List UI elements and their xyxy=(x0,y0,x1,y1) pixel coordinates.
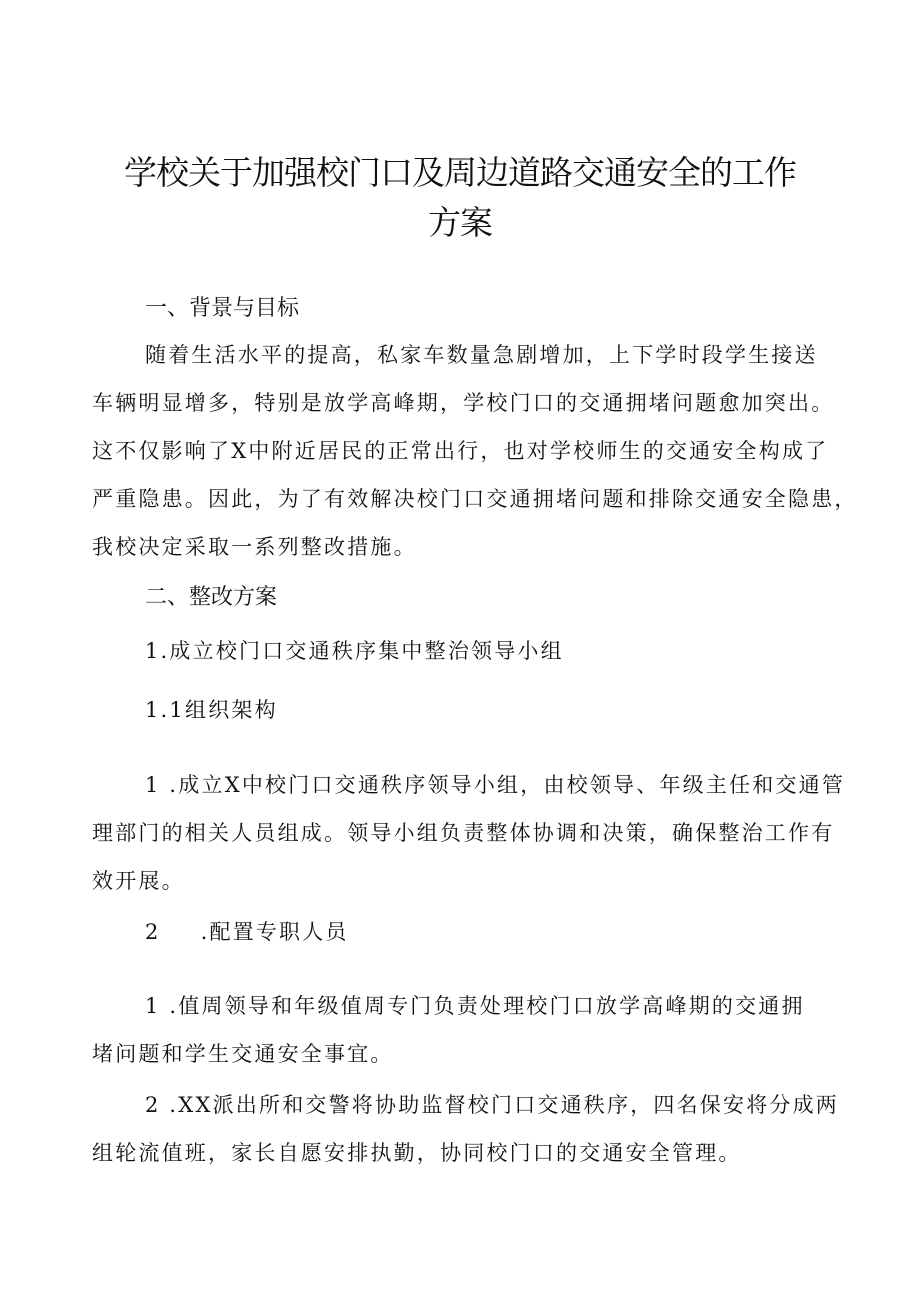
paragraph-line: 严重隐患。因此，为了有效解决校门口交通拥堵问题和排除交通安全隐患， xyxy=(92,487,858,511)
item-1-heading xyxy=(145,627,564,675)
paragraph-line: 理部门的相关人员组成。领导小组负责整体协调和决策，确保整治工作有 xyxy=(92,821,835,845)
item-2-text: .配置专职人员 xyxy=(200,920,349,944)
paragraph-line: 这不仅影响了X中附近居民的正常出行，也对学校师生的交通安全构成了 xyxy=(92,439,829,463)
staffing-paragraph-2 xyxy=(92,1081,839,1177)
paragraph-line: 组轮流值班，家长自愿安排执勤，协同校门口的交通安全管理。 xyxy=(92,1141,742,1165)
staffing-paragraph-1 xyxy=(92,982,805,1078)
title-line-2: 方案 xyxy=(428,203,492,242)
paragraph-line: 车辆明显增多，特别是放学高峰期，学校门口的交通拥堵问题愈加突出。 xyxy=(92,391,835,415)
section-1-heading: 一、背景与目标 xyxy=(145,296,300,321)
paragraph-line: 我校决定采取一系列整改措施。 xyxy=(92,535,417,559)
paragraph-line: 效开展。 xyxy=(92,869,185,893)
item-1-1-text: 1.1组织架构 xyxy=(145,698,278,722)
paragraph-line: 1 .值周领导和年级值周专门负责处理校门口放学高峰期的交通拥 xyxy=(145,994,805,1018)
document-title xyxy=(90,148,830,248)
title-line-1: 学校关于加强校门口及周边道路交通安全的工作 xyxy=(124,153,796,192)
item-1-1-heading xyxy=(145,686,278,734)
item-1-text: 1.成立校门口交通秩序集中整治领导小组 xyxy=(145,639,564,663)
organization-paragraph xyxy=(92,761,845,905)
section-1-paragraph xyxy=(92,331,858,571)
paragraph-line: 堵问题和学生交通安全事宜。 xyxy=(92,1042,394,1066)
item-2-heading xyxy=(145,908,349,956)
paragraph-line: 2 .XX派出所和交警将协助监督校门口交通秩序，四名保安将分成两 xyxy=(145,1093,840,1117)
item-2-number: 2 xyxy=(145,920,161,944)
section-2-heading: 二、整改方案 xyxy=(145,585,278,610)
paragraph-line: 1 .成立X中校门口交通秩序领导小组，由校领导、年级主任和交通管 xyxy=(145,773,846,797)
paragraph-line: 随着生活水平的提高，私家车数量急剧增加，上下学时段学生接送 xyxy=(145,343,818,367)
